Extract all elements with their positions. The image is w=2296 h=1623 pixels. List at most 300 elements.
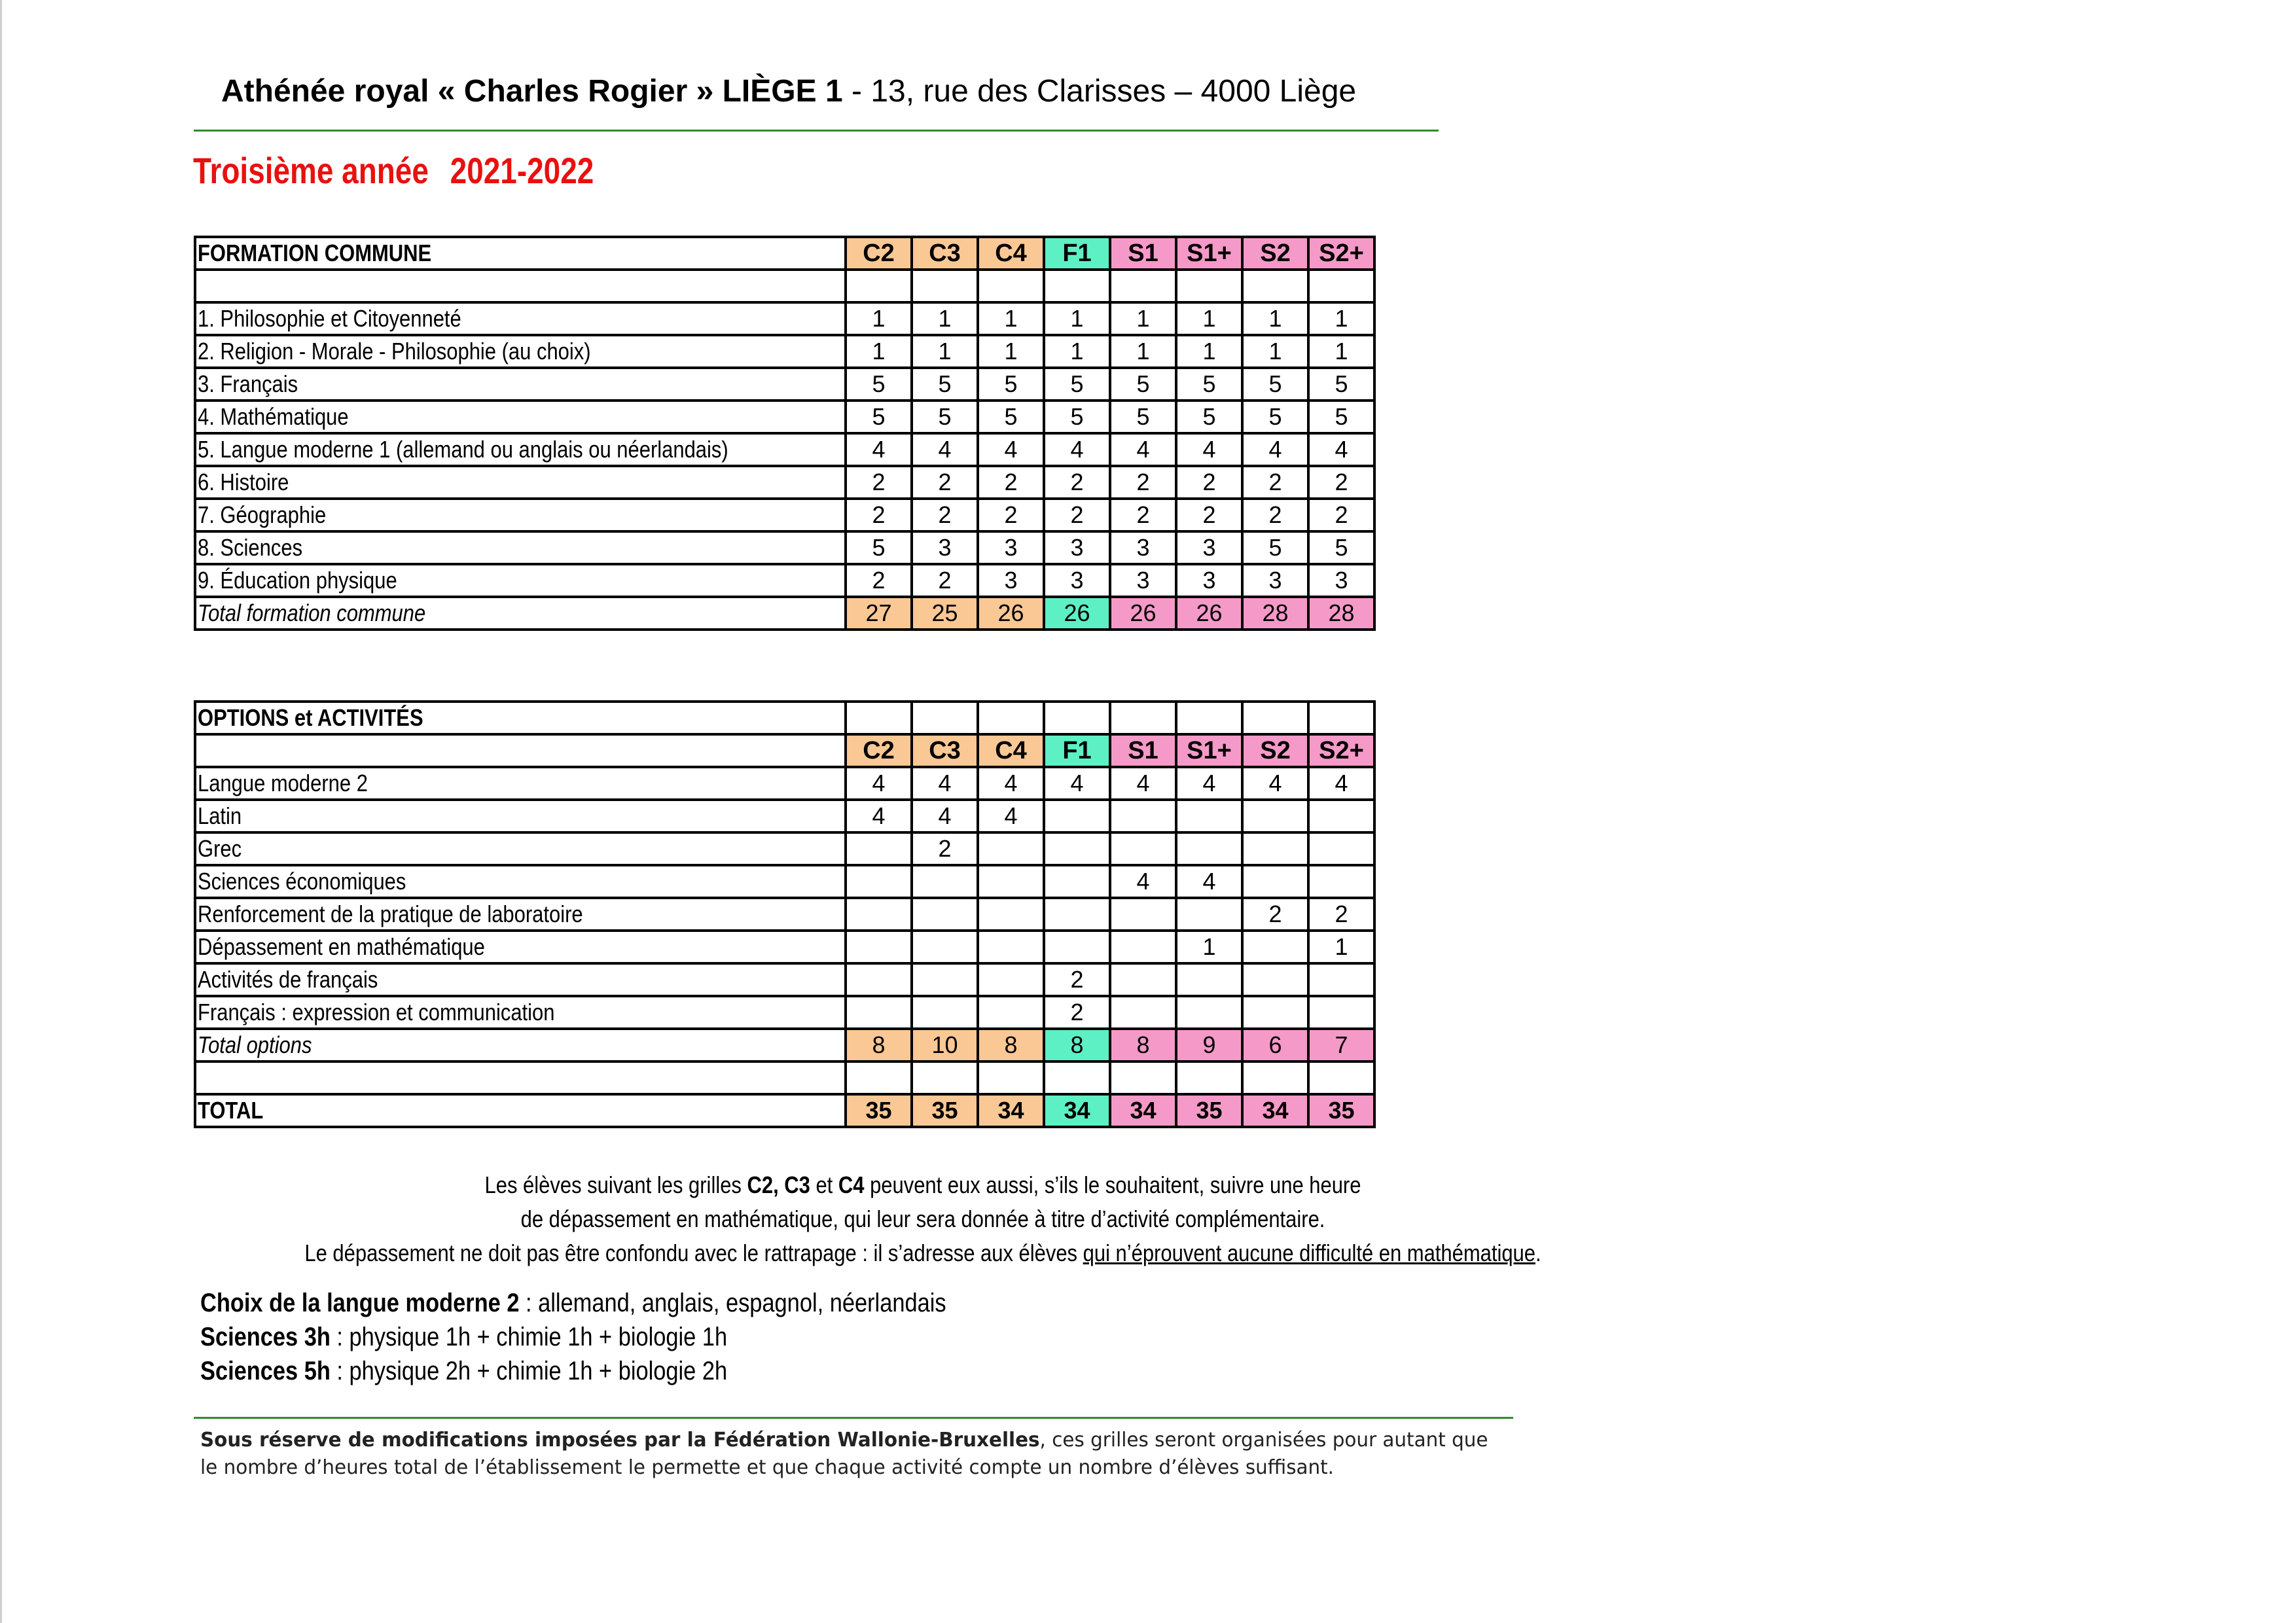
table-cell [1176, 898, 1242, 931]
column-header: C3 [912, 237, 978, 270]
table-cell: 1 [1044, 302, 1110, 335]
table-cell: 5 [912, 368, 978, 401]
empty-cell [195, 270, 846, 302]
table-cell: 4 [978, 433, 1044, 466]
column-header: C2 [846, 734, 912, 767]
table-cell: 1 [1308, 931, 1374, 963]
total-cell: 34 [1110, 1094, 1176, 1127]
header-rule [194, 130, 1439, 132]
total-cell: 8 [1110, 1029, 1176, 1061]
total-cell: 7 [1308, 1029, 1374, 1061]
empty-cell [1242, 270, 1308, 302]
note-grids: C2, C3 [747, 1171, 810, 1198]
row-label [195, 237, 846, 270]
option-row [195, 963, 1374, 996]
table-cell [1176, 832, 1242, 865]
table-cell: 2 [1308, 898, 1374, 931]
total-cell: 8 [1044, 1029, 1110, 1061]
table-cell: 4 [1044, 767, 1110, 800]
empty-cell [195, 1061, 846, 1094]
school-name: Athénée royal « Charles Rogier » LIÈGE 1 [221, 74, 843, 109]
note-underlined: qui n’éprouvent aucune difficulté en mathématique [1083, 1240, 1535, 1266]
row-label-text: 9. Éducation physique [198, 567, 397, 594]
empty-cell [1176, 702, 1242, 734]
table-cell: 2 [1308, 499, 1374, 531]
spacer-row [195, 270, 1374, 302]
table-cell: 5 [846, 531, 912, 564]
table-cell [846, 963, 912, 996]
common-row [195, 499, 1374, 531]
table-cell: 5 [1242, 368, 1308, 401]
table-cell [978, 963, 1044, 996]
row-label-text: 7. Géographie [198, 501, 327, 528]
table-cell: 3 [1242, 564, 1308, 597]
table-cell: 4 [1308, 433, 1374, 466]
table-cell [1044, 800, 1110, 832]
total-cell: 35 [912, 1094, 978, 1127]
column-header: F1 [1044, 237, 1110, 270]
choice-title: Sciences 3h [200, 1323, 331, 1351]
table-cell: 2 [912, 466, 978, 499]
table-cell: 5 [912, 401, 978, 433]
table-cell: 5 [1242, 401, 1308, 433]
total-cell: 26 [1044, 597, 1110, 630]
empty-cell [1044, 1061, 1110, 1094]
common-row [195, 368, 1374, 401]
total-cell: 34 [978, 1094, 1044, 1127]
common-row [195, 335, 1374, 368]
table-cell: 3 [1044, 531, 1110, 564]
total-cell: 34 [1242, 1094, 1308, 1127]
empty-cell [1308, 1061, 1374, 1094]
choice-title: Sciences 5h [200, 1357, 331, 1385]
table-cell [1242, 832, 1308, 865]
row-label [195, 335, 846, 368]
total-cell: 35 [846, 1094, 912, 1127]
table-cell: 4 [1110, 767, 1176, 800]
options-title-row [195, 702, 1374, 734]
row-label-text: Activités de français [198, 966, 378, 993]
column-header: S2+ [1308, 237, 1374, 270]
table-cell: 2 [912, 832, 978, 865]
table-cell [1176, 996, 1242, 1029]
table-cell [846, 898, 912, 931]
table-cell: 5 [978, 368, 1044, 401]
option-row [195, 865, 1374, 898]
table-cell: 4 [1176, 865, 1242, 898]
table-cell: 4 [1044, 433, 1110, 466]
table-cell: 2 [978, 466, 1044, 499]
column-header: C3 [912, 734, 978, 767]
table-cell: 5 [1176, 401, 1242, 433]
footer-line-2: le nombre d’heures total de l’établissement le permette et que chaque activité compte un nombre d’élèves suffisant. [200, 1456, 1335, 1479]
table-cell: 1 [1176, 931, 1242, 963]
table-cell: 4 [1110, 433, 1176, 466]
table-cell: 4 [1308, 767, 1374, 800]
empty-cell [912, 1061, 978, 1094]
common-total-row [195, 597, 1374, 630]
footer-text: , ces grilles seront organisées pour autant que [1039, 1429, 1488, 1452]
table-cell: 1 [1110, 335, 1176, 368]
table-cell: 2 [846, 466, 912, 499]
empty-cell [978, 270, 1044, 302]
option-row [195, 898, 1374, 931]
table-cell [1176, 800, 1242, 832]
row-label [195, 564, 846, 597]
column-header: F1 [1044, 734, 1110, 767]
header-row [195, 237, 1374, 270]
table-cell: 3 [1176, 564, 1242, 597]
row-label-text: 4. Mathématique [198, 403, 349, 430]
table-cell: 3 [1110, 531, 1176, 564]
table-cell: 5 [846, 368, 912, 401]
table-cell: 5 [1044, 401, 1110, 433]
total-cell: 26 [1176, 597, 1242, 630]
row-label-text: Grec [198, 835, 242, 862]
row-label-text: Renforcement de la pratique de laboratoire [198, 901, 583, 927]
total-cell: 35 [1176, 1094, 1242, 1127]
table-cell [1242, 865, 1308, 898]
empty-cell [1308, 702, 1374, 734]
table-cell: 3 [1176, 531, 1242, 564]
table-cell [1308, 865, 1374, 898]
table-cell: 3 [978, 564, 1044, 597]
table-cell [1242, 800, 1308, 832]
choices-list [200, 1286, 1067, 1388]
row-label [195, 531, 846, 564]
choice-text: : allemand, anglais, espagnol, néerlandais [519, 1289, 946, 1317]
row-label [195, 865, 846, 898]
table-cell: 1 [912, 335, 978, 368]
spacer-row [195, 1061, 1374, 1094]
table-cell [1308, 996, 1374, 1029]
choice-title: Choix de la langue moderne 2 [200, 1289, 520, 1317]
table-cell: 3 [978, 531, 1044, 564]
row-label-text: Français : expression et communication [198, 999, 555, 1026]
table-cell: 1 [978, 335, 1044, 368]
row-label [195, 832, 846, 865]
column-header: C4 [978, 734, 1044, 767]
column-header: S1+ [1176, 237, 1242, 270]
row-label-text: OPTIONS et ACTIVITÉS [198, 704, 423, 731]
table-cell [912, 996, 978, 1029]
school-address: - 13, rue des Clarisses – 4000 Liège [842, 74, 1357, 109]
row-label [195, 401, 846, 433]
table-cell: 2 [1176, 499, 1242, 531]
table-cell: 2 [846, 499, 912, 531]
note-line-2: de dépassement en mathématique, qui leur sera donnée à titre d’activité complémentaire. [520, 1205, 1325, 1232]
table-cell: 4 [1176, 767, 1242, 800]
row-label [195, 931, 846, 963]
table-cell: 4 [1242, 767, 1308, 800]
table-cell: 2 [1242, 499, 1308, 531]
table-cell: 2 [1308, 466, 1374, 499]
table-cell [978, 898, 1044, 931]
column-header: S1 [1110, 734, 1176, 767]
note-grid: C4 [838, 1171, 865, 1198]
table-cell: 2 [912, 564, 978, 597]
choice-text: : physique 1h + chimie 1h + biologie 1h [330, 1323, 728, 1351]
total-cell: 26 [978, 597, 1044, 630]
row-label [195, 1029, 846, 1061]
choice-line [200, 1286, 946, 1320]
table-cell: 1 [1176, 302, 1242, 335]
table-cell [1308, 800, 1374, 832]
row-label-text: Latin [198, 802, 242, 829]
table-cell: 1 [1176, 335, 1242, 368]
total-cell: 25 [912, 597, 978, 630]
table-cell [1308, 963, 1374, 996]
table-cell: 2 [1044, 996, 1110, 1029]
table-cell: 4 [978, 767, 1044, 800]
table-cell: 4 [846, 800, 912, 832]
option-row [195, 832, 1374, 865]
common-row [195, 433, 1374, 466]
table-cell: 4 [1176, 433, 1242, 466]
row-label [195, 1094, 846, 1127]
note-text: . [1535, 1240, 1541, 1266]
table-cell: 4 [846, 433, 912, 466]
table-cell [1044, 931, 1110, 963]
common-row [195, 302, 1374, 335]
table-cell: 5 [846, 401, 912, 433]
table-cell [846, 865, 912, 898]
table-cell: 2 [1176, 466, 1242, 499]
row-label [195, 433, 846, 466]
row-label [195, 302, 846, 335]
table-cell [1176, 963, 1242, 996]
row-label-text: FORMATION COMMUNE [198, 240, 432, 266]
empty-cell [1044, 270, 1110, 302]
row-label-text: Sciences économiques [198, 868, 406, 895]
row-label-text: TOTAL [198, 1097, 264, 1124]
table-cell [978, 832, 1044, 865]
table-cell: 1 [1044, 335, 1110, 368]
table-cell [1242, 996, 1308, 1029]
choice-line [200, 1354, 946, 1388]
total-cell: 6 [1242, 1029, 1308, 1061]
total-cell: 28 [1242, 597, 1308, 630]
empty-cell [912, 702, 978, 734]
row-label [195, 702, 846, 734]
table-cell: 4 [912, 433, 978, 466]
row-label-text: 1. Philosophie et Citoyenneté [198, 305, 461, 332]
column-header: S1 [1110, 237, 1176, 270]
year-title-years: 2021-2022 [450, 150, 594, 191]
empty-cell [1044, 702, 1110, 734]
table-cell [912, 898, 978, 931]
note-text: peuvent eux aussi, s’ils le souhaitent, suivre une heure [864, 1171, 1361, 1198]
table-cell: 5 [1308, 368, 1374, 401]
empty-cell [195, 734, 846, 767]
table-cell [1110, 931, 1176, 963]
table-cell: 1 [846, 335, 912, 368]
common-row [195, 564, 1374, 597]
table-cell [978, 865, 1044, 898]
note-line-3 [298, 1236, 1547, 1270]
table-cell: 1 [1110, 302, 1176, 335]
column-header: C2 [846, 237, 912, 270]
choice-text: : physique 2h + chimie 1h + biologie 2h [330, 1357, 728, 1385]
total-cell: 8 [846, 1029, 912, 1061]
row-label [195, 800, 846, 832]
option-row [195, 800, 1374, 832]
table-cell: 5 [1110, 368, 1176, 401]
table-cell: 1 [846, 302, 912, 335]
empty-cell [1176, 1061, 1242, 1094]
table-cell: 2 [1110, 499, 1176, 531]
table-cell: 1 [978, 302, 1044, 335]
school-header [221, 65, 1437, 118]
year-title-label: Troisième année [193, 150, 429, 191]
empty-cell [1242, 1061, 1308, 1094]
table-cell [1110, 898, 1176, 931]
table-cell: 2 [978, 499, 1044, 531]
empty-cell [912, 270, 978, 302]
empty-cell [1176, 270, 1242, 302]
table-cell [978, 931, 1044, 963]
common-row [195, 401, 1374, 433]
table-cell: 2 [1242, 466, 1308, 499]
row-label [195, 898, 846, 931]
table-cell: 2 [846, 564, 912, 597]
choice-line [200, 1320, 946, 1354]
math-note [196, 1168, 1649, 1270]
table-cell: 5 [1176, 368, 1242, 401]
total-cell: 28 [1308, 597, 1374, 630]
note-text: Le dépassement ne doit pas être confondu avec le rattrapage : il s’adresse aux élèves [304, 1240, 1083, 1266]
table-cell: 5 [1242, 531, 1308, 564]
table-cell [1110, 832, 1176, 865]
table-cell: 5 [1044, 368, 1110, 401]
total-cell: 27 [846, 597, 912, 630]
table-cell [1044, 832, 1110, 865]
total-cell: 10 [912, 1029, 978, 1061]
table-cell: 3 [1110, 564, 1176, 597]
total-cell: 34 [1044, 1094, 1110, 1127]
row-label [195, 499, 846, 531]
row-label-text: 5. Langue moderne 1 (allemand ou anglais ou néerlandais) [198, 436, 728, 463]
table-cell [1242, 963, 1308, 996]
row-label-text: Langue moderne 2 [198, 770, 368, 796]
common-row [195, 531, 1374, 564]
table-cell: 5 [1308, 401, 1374, 433]
column-header: S2 [1242, 734, 1308, 767]
option-row [195, 931, 1374, 963]
column-header: S2 [1242, 237, 1308, 270]
table-cell: 3 [1044, 564, 1110, 597]
empty-cell [978, 1061, 1044, 1094]
footer-bold: Sous réserve de modifications imposées par la Fédération Wallonie-Bruxelles [200, 1429, 1040, 1452]
table-cell: 1 [912, 302, 978, 335]
column-header: S2+ [1308, 734, 1374, 767]
column-header: S1+ [1176, 734, 1242, 767]
table-cell [1044, 898, 1110, 931]
table-cell [1110, 800, 1176, 832]
total-cell: 35 [1308, 1094, 1374, 1127]
row-label [195, 996, 846, 1029]
page-edge [0, 0, 2, 1623]
table-cell: 4 [1110, 865, 1176, 898]
table-cell: 4 [1242, 433, 1308, 466]
row-label [195, 963, 846, 996]
table-cell: 1 [1308, 302, 1374, 335]
footer-line-1 [200, 1427, 1488, 1454]
common-table [194, 236, 1376, 631]
footer-rule [194, 1417, 1513, 1419]
table-cell: 1 [1308, 335, 1374, 368]
header-line [221, 65, 1437, 118]
table-cell: 2 [1044, 499, 1110, 531]
table-cell: 4 [846, 767, 912, 800]
empty-cell [846, 1061, 912, 1094]
table-cell: 1 [1242, 302, 1308, 335]
empty-cell [1110, 270, 1176, 302]
table-cell: 5 [1110, 401, 1176, 433]
grand-total-row [195, 1094, 1374, 1127]
table-cell [1110, 963, 1176, 996]
empty-cell [1308, 270, 1374, 302]
empty-cell [1110, 1061, 1176, 1094]
total-cell: 8 [978, 1029, 1044, 1061]
table-cell [1308, 832, 1374, 865]
table-cell: 2 [1242, 898, 1308, 931]
total-cell: 9 [1176, 1029, 1242, 1061]
common-row [195, 466, 1374, 499]
note-text: Les élèves suivant les grilles [484, 1171, 747, 1198]
table-cell [978, 996, 1044, 1029]
table-cell: 2 [1044, 466, 1110, 499]
empty-cell [978, 702, 1044, 734]
table-cell: 5 [978, 401, 1044, 433]
table-cell: 2 [1044, 963, 1110, 996]
table-cell: 3 [1308, 564, 1374, 597]
row-label [195, 767, 846, 800]
table-cell [912, 963, 978, 996]
column-header: C4 [978, 237, 1044, 270]
row-label-text: Total options [198, 1031, 312, 1058]
table-cell [1044, 865, 1110, 898]
table-cell [912, 931, 978, 963]
empty-cell [1242, 702, 1308, 734]
note-line-1 [298, 1168, 1547, 1202]
table-cell: 4 [912, 767, 978, 800]
table-cell [846, 931, 912, 963]
table-cell [846, 996, 912, 1029]
table-cell: 4 [912, 800, 978, 832]
option-row [195, 996, 1374, 1029]
year-title [193, 149, 615, 192]
empty-cell [846, 702, 912, 734]
row-label-text: 6. Histoire [198, 469, 289, 495]
options-total-row [195, 1029, 1374, 1061]
note-text: et [810, 1171, 838, 1198]
row-label-text: 3. Français [198, 370, 298, 397]
options-table [194, 700, 1376, 1128]
table-cell: 5 [1308, 531, 1374, 564]
table-cell: 1 [1242, 335, 1308, 368]
row-label-text: 8. Sciences [198, 534, 303, 561]
total-cell: 26 [1110, 597, 1176, 630]
empty-cell [1110, 702, 1176, 734]
table-cell [1110, 996, 1176, 1029]
row-label-text: Total formation commune [198, 599, 426, 626]
table-cell: 2 [912, 499, 978, 531]
option-row [195, 767, 1374, 800]
footer-disclaimer [200, 1427, 1515, 1482]
table-cell: 4 [978, 800, 1044, 832]
table-cell [1242, 931, 1308, 963]
